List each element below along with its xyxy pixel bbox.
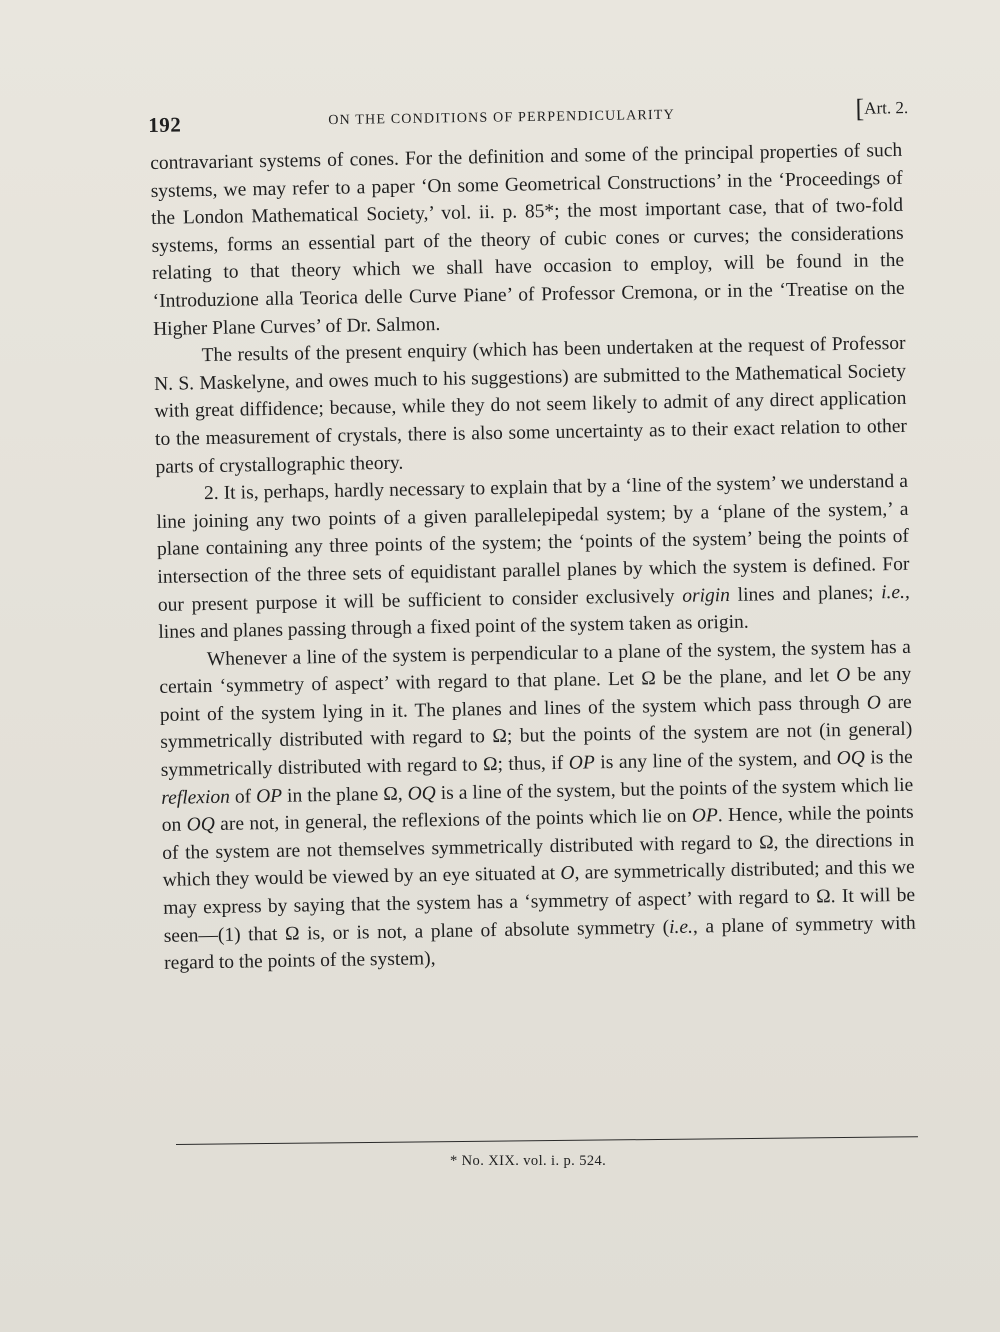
math-symbol: OQ <box>186 814 216 836</box>
article-reference-text: Art. 2. <box>864 98 909 118</box>
math-symbol: O <box>866 692 882 714</box>
paragraph-2-text: The results of the present enquiry (which has been undertaken at the request of Professor N. S. Maskelyne, and owes much to his suggestions) are submitted to the Mathematical Society with great diffidence; because, while they do not seem likely to admit of any direct application to the measurement of crystals, there is also some uncertainty as to their exact relation to other parts of crystallographic theory. <box>153 333 908 478</box>
paragraph-4-text: , a plane of symmetry with regard to the points of the system), <box>164 912 916 975</box>
paragraph-1 <box>150 137 905 343</box>
page-number: 192 <box>148 112 182 137</box>
footnote: * No. XIX. vol. i. p. 524. <box>450 1153 607 1169</box>
paragraph-4 <box>159 633 917 977</box>
paragraph-4-text: be any point of the system lying in it. The planes and lines of the system which pass through <box>159 664 912 726</box>
math-symbol: O <box>560 863 575 885</box>
paragraph-4-text: . Hence, while the points of the system are not themselves symmetrically distributed with regard to Ω, the directions in which they would be viewed by an eye situated at <box>162 802 915 892</box>
paragraph-3-text: lines and planes passing through a fixed point of the system taken as origin. <box>158 611 749 644</box>
paragraph-4-text: in the plane Ω, <box>281 783 408 807</box>
math-symbol: OP <box>255 785 283 807</box>
italic-term: reflexion <box>161 786 231 809</box>
paragraph-4-text: of <box>229 785 257 808</box>
paragraph-4-text: , are symmetrically distributed; and this we may express by saying that the system has a ‘symmetry of aspect’ with regard to Ω. It will be seen—(1) that Ω is, or is not, a plane of absolute symmetry ( <box>163 857 916 947</box>
paragraph-4-text: Whenever a line of the system is perpendicular to a plane of the system, the system has a certain ‘symmetry of aspect’ with regard to that plane. Let Ω be the plane, and let <box>159 636 911 699</box>
italic-term: i.e. <box>668 916 694 938</box>
italic-term: i.e., <box>880 581 911 603</box>
article-bracket: [ <box>855 93 865 123</box>
paragraph-4-text: are symmetrically distributed with regard to Ω; but the points of the system are not (in general) symmetrically distributed with regard to Ω; thus, if <box>160 691 913 781</box>
paragraph-4-text: is any line of the system, and <box>594 748 837 774</box>
body-text <box>150 137 916 978</box>
paragraph-2 <box>153 330 907 481</box>
paragraph-3-text: 2. It is, perhaps, hardly necessary to explain that by a ‘line of the system’ we understand a line joining any two points of a given parallelepipedal system; by a ‘plane of the system,’ a plane containing any three points of the system; the ‘points of the system’ being the points of intersection of the three sets of equidistant parallel planes by which the system is defined. For our present purpose it will be sufficient to consider exclusively <box>156 470 910 616</box>
math-symbol: OQ <box>836 747 866 770</box>
paragraph-3 <box>156 468 911 647</box>
math-symbol: OQ <box>407 782 436 805</box>
running-title: ON THE CONDITIONS OF PERPENDICULARITY <box>328 107 676 129</box>
paragraph-4-text: are not, in general, the reflexions of the points which lie on <box>214 805 693 836</box>
math-symbol: O <box>835 665 851 687</box>
math-symbol: OP <box>691 805 719 827</box>
paragraph-3-text: lines and planes; <box>729 581 882 606</box>
paragraph-4-text: is a line of the system, but the points of the system which lie on <box>161 774 914 837</box>
paragraph-4-text: is the <box>864 746 913 769</box>
page-header <box>148 93 908 135</box>
italic-term: origin <box>682 584 731 607</box>
article-reference <box>855 93 908 124</box>
footnote-divider <box>176 1136 918 1145</box>
paragraph-1-text: contravariant systems of cones. For the definition and some of the principal properties of such systems, we may refer to a paper ‘On some Geometrical Constructions’ in the ‘Proceedings of the London Mathematical Society,’ vol. ii. p. 85*; the most important case, that of two-fold systems, forms an essential part of the theory of cubic cones or curves; the considerations relating to that theory which we shall have occasion to employ, will be found in the ‘Introduzione alla Teorica delle Curve Piane’ of Professor Cremona, or in the ‘Treatise on the Higher Plane Curves’ of Dr. Salmon. <box>150 139 905 340</box>
math-symbol: OP <box>568 752 595 774</box>
